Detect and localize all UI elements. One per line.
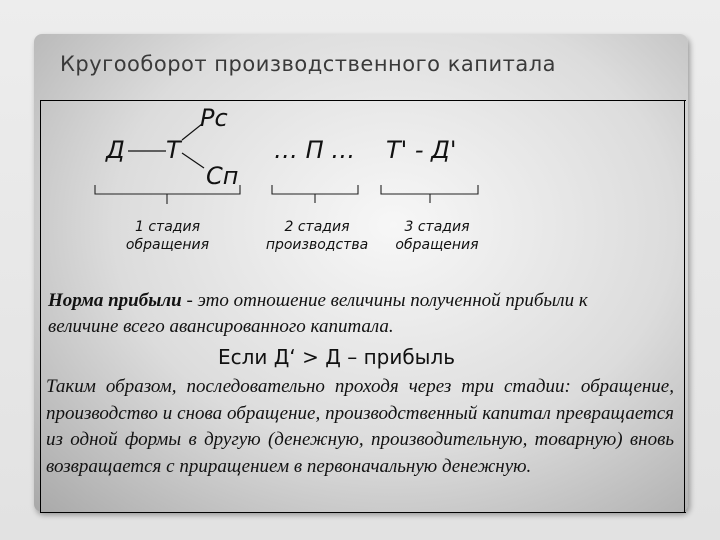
norma-definition: [48, 288, 658, 340]
goods-t-label: Т: [166, 136, 181, 164]
means-sp-label: Сп: [206, 162, 239, 190]
labor-rs-label: Рс: [200, 104, 228, 132]
production-p-label: … П …: [274, 136, 356, 164]
stage-2-label: [252, 218, 382, 254]
stage-1-line2: обращения: [125, 237, 210, 253]
stage-2-bracket: [272, 185, 358, 203]
stage-3-label: [382, 218, 492, 254]
conclusion-paragraph: Таким образом, последовательно проходя через три стадии: обращение, производство и снова обращение, производственный капитал превращается из одной формы в другую (денежную, производительную, товарную) вновь возвращается с приращением в первоначальную денежную.: [46, 376, 674, 477]
profit-condition: Если Д‘ > Д – прибыль: [218, 345, 456, 369]
money-d-label: Д: [106, 136, 125, 164]
stage-2-line2: производства: [265, 237, 369, 253]
stage-1-label: [100, 218, 235, 254]
slide-title: Кругооборот производственного капитала: [60, 52, 557, 76]
t-sp-connector: [182, 153, 204, 168]
stage-3-bracket: [381, 185, 478, 203]
stage-3-line2: обращения: [395, 237, 479, 253]
stage-3-line1: 3 стадия: [404, 219, 470, 235]
stage-2-line1: 2 стадия: [284, 219, 350, 235]
norma-definition-text: - это отношение величины полученной прибыли к величине всего авансированного капитала.: [48, 290, 588, 337]
t-prime-d-prime-label: Т' - Д': [386, 136, 457, 164]
stage-1-line1: 1 стадия: [135, 219, 200, 235]
norma-term: Норма прибыли: [48, 290, 182, 311]
t-rs-connector: [182, 124, 202, 140]
